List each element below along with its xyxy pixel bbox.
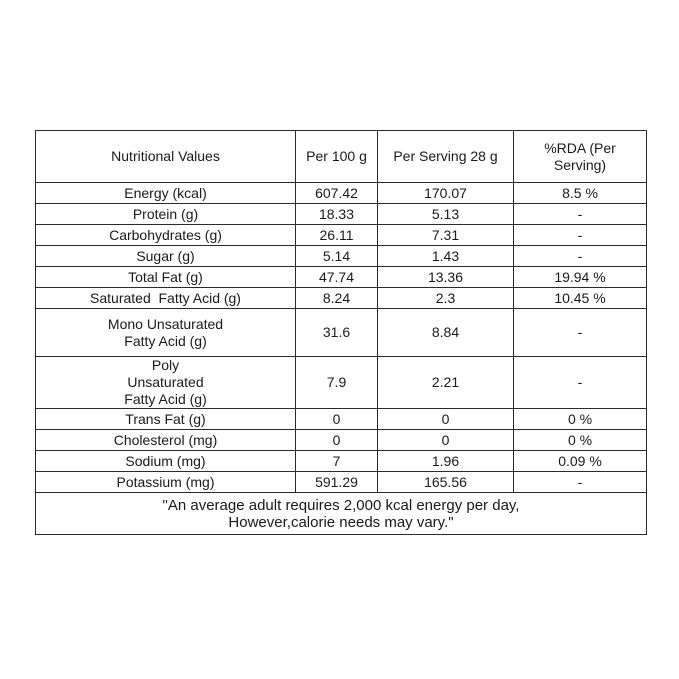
nutrient-name: Mono Unsaturated Fatty Acid (g) (36, 309, 296, 357)
table-row (36, 204, 647, 225)
table-row (36, 430, 647, 451)
per-100g-value: 5.14 (296, 246, 378, 267)
per-100g-value: 607.42 (296, 183, 378, 204)
per-serving-value: 2.3 (378, 288, 514, 309)
rda-value: - (514, 204, 647, 225)
per-100g-value: 31.6 (296, 309, 378, 357)
per-serving-value: 5.13 (378, 204, 514, 225)
per-serving-value: 1.96 (378, 451, 514, 472)
rda-value: 0 % (514, 409, 647, 430)
rda-value: - (514, 472, 647, 493)
header-per-serving: Per Serving 28 g (378, 131, 514, 183)
rda-value: 10.45 % (514, 288, 647, 309)
rda-value: 0.09 % (514, 451, 647, 472)
table-row (36, 288, 647, 309)
header-row (36, 131, 647, 183)
table-row (36, 267, 647, 288)
rda-value: 8.5 % (514, 183, 647, 204)
table-row (36, 309, 647, 357)
table-row (36, 183, 647, 204)
nutrient-name: Poly Unsaturated Fatty Acid (g) (36, 357, 296, 409)
per-100g-value: 7 (296, 451, 378, 472)
per-serving-value: 7.31 (378, 225, 514, 246)
header-rda: %RDA (Per Serving) (514, 131, 647, 183)
per-100g-value: 26.11 (296, 225, 378, 246)
table-row (36, 409, 647, 430)
per-100g-value: 0 (296, 409, 378, 430)
table-row (36, 472, 647, 493)
nutrient-name: Trans Fat (g) (36, 409, 296, 430)
nutrient-name: Energy (kcal) (36, 183, 296, 204)
per-100g-value: 18.33 (296, 204, 378, 225)
nutrient-name: Sodium (mg) (36, 451, 296, 472)
footnote-row (36, 493, 647, 535)
nutrient-name: Potassium (mg) (36, 472, 296, 493)
rda-value: 19.94 % (514, 267, 647, 288)
rda-value: 0 % (514, 430, 647, 451)
per-serving-value: 0 (378, 409, 514, 430)
nutrient-name: Carbohydrates (g) (36, 225, 296, 246)
per-serving-value: 8.84 (378, 309, 514, 357)
footnote-line-1: "An average adult requires 2,000 kcal energy per day, (162, 496, 520, 514)
table-row (36, 451, 647, 472)
nutrient-name: Sugar (g) (36, 246, 296, 267)
rda-value: - (514, 246, 647, 267)
per-serving-value: 13.36 (378, 267, 514, 288)
per-serving-value: 1.43 (378, 246, 514, 267)
rda-value: - (514, 309, 647, 357)
per-serving-value: 2.21 (378, 357, 514, 409)
footnote (36, 493, 647, 535)
per-serving-value: 165.56 (378, 472, 514, 493)
header-nutrient: Nutritional Values (36, 131, 296, 183)
per-100g-value: 591.29 (296, 472, 378, 493)
per-100g-value: 47.74 (296, 267, 378, 288)
per-serving-value: 170.07 (378, 183, 514, 204)
per-serving-value: 0 (378, 430, 514, 451)
table-row (36, 225, 647, 246)
table-row (36, 246, 647, 267)
nutrient-name: Total Fat (g) (36, 267, 296, 288)
per-100g-value: 0 (296, 430, 378, 451)
table-row (36, 357, 647, 409)
per-100g-value: 8.24 (296, 288, 378, 309)
nutrient-name: Saturated Fatty Acid (g) (36, 288, 296, 309)
nutrient-name: Protein (g) (36, 204, 296, 225)
nutrient-name: Cholesterol (mg) (36, 430, 296, 451)
header-per-100g: Per 100 g (296, 131, 378, 183)
footnote-line-2: However,calorie needs may vary." (228, 513, 454, 531)
rda-value: - (514, 357, 647, 409)
per-100g-value: 7.9 (296, 357, 378, 409)
nutrition-table (35, 130, 647, 535)
rda-value: - (514, 225, 647, 246)
